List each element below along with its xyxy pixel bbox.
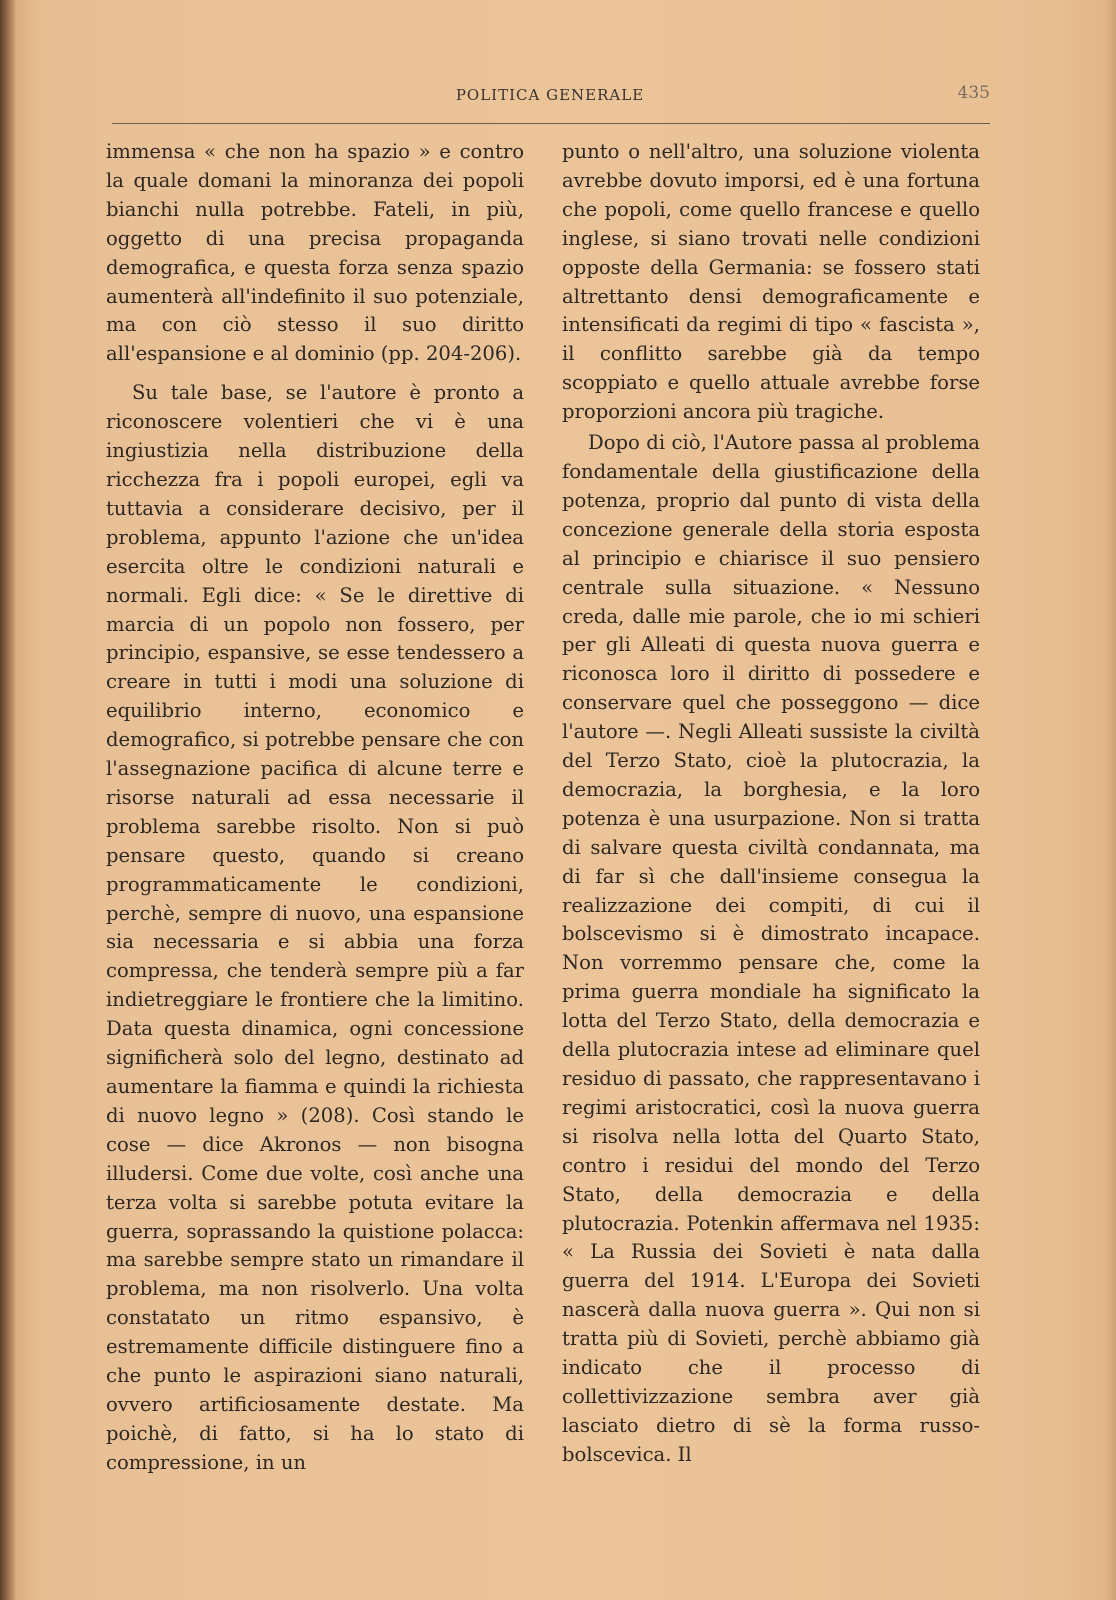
book-binding-edge (0, 0, 16, 1600)
header-rule (112, 123, 990, 124)
running-title: POLITICA GENERALE (455, 86, 645, 104)
running-head (110, 83, 990, 110)
paragraph: Su tale base, se l'autore è pronto a riconoscere volentieri che vi è una ingiustizia nella distribuzione della ricchezza fra i popoli europei, egli va tuttavia a considerare decisivo, per il problema, appunto l'azione che un'idea esercita oltre le condizioni naturali e normali. Egli dice: « Se le direttive di marcia di un popolo non fossero, per principio, espansive, se esse tendessero a creare in tutti i modi una soluzione di equilibrio interno, economico e demografico, si potrebbe pensare che con l'assegnazione pacifica di alcune terre e risorse naturali ad essa necessarie il problema sarebbe risolto. Non si può pensare questo, quando si creano programmaticamente le condizioni, perchè, sempre di nuovo, una espansione sia necessaria e si abbia una forza compressa, che tenderà sempre più a far indietreggiare le frontiere che la limitino. Data questa dinamica, ogni concessione significherà solo del legno, destinato ad aumentare la fiamma e quindi la richiesta di nuovo legno » (208). Così stando le cose — dice Akronos — non bisogna illudersi. Come due volte, così anche una terza volta si sarebbe potuta evitare la guerra, soprassando la quistione polacca: ma sarebbe sempre stato un rimandare il problema, ma non risolverlo. Una volta constatato un ritmo espansivo, è estremamente difficile distinguere fino a che punto le aspirazioni siano naturali, ovvero artificiosamente destate. Ma poichè, di fatto, si ha lo stato di compressione, in un (106, 381, 524, 1474)
page-right-edge (1106, 0, 1116, 1600)
paragraph: Dopo di ciò, l'Autore passa al problema fondamentale della giustificazione della potenza, proprio dal punto di vista della concezione generale della storia esposta al principio e chiarisce il suo pensiero centrale sulla situazione. « Nessuno creda, dalle mie parole, che io mi schieri per gli Alleati di questa nuova guerra e riconosca loro il diritto di possedere e conservare quel che posseggono — dice l'autore —. Negli Alleati sussiste la civiltà del Terzo Stato, cioè la plutocrazia, la democrazia, la borghesia, e la loro potenza è una usurpazione. Non si tratta di salvare questa civiltà condannata, ma di far sì che dall'insieme consegua la realizzazione dei compiti, di cui il bolscevismo si è dimostrato incapace. Non vorremmo pensare che, come la prima guerra mondiale ha significato la lotta del Terzo Stato, della democrazia e della plutocrazia intese ad eliminare quel residuo di passato, che rappresentavano i regimi aristocratici, così la nuova guerra si risolva nella lotta del Quarto Stato, contro i residui del mondo del Terzo Stato, della democrazia e della plutocrazia. Potenkin affermava nel 1935: « La Russia dei Sovieti è nata dalla guerra del 1914. L'Europa dei Sovieti nascerà dalla nuova guerra ». Qui non si tratta più di Sovieti, perchè abbiamo già indicato che il processo di collettivizzazione sembra aver già lasciato dietro di sè la forma russo-bolscevica. Il (562, 431, 980, 1466)
paragraph: immensa « che non ha spazio » e contro la quale domani la minoranza dei popoli bianchi nulla potrebbe. Fateli, in più, oggetto di una precisa propaganda demografica, e questa forza senza spazio aumenterà all'indefinito il suo potenziale, ma con ciò stesso il suo diritto all'espansione e al dominio (pp. 204-206). (106, 140, 524, 366)
paragraph: punto o nell'altro, una soluzione violenta avrebbe dovuto imporsi, ed è una fortuna che popoli, come quello francese e quello inglese, si siano trovati nelle condizioni opposte della Germania: se fossero stati altrettanto densi demograficamente e intensificati da regimi di tipo « fascista », il conflitto sarebbe già da tempo scoppiato e quello attuale avrebbe forse proporzioni ancora più tragiche. (562, 140, 980, 424)
left-column (106, 138, 524, 1478)
page-number: 435 (957, 83, 990, 103)
right-column (562, 138, 980, 1470)
